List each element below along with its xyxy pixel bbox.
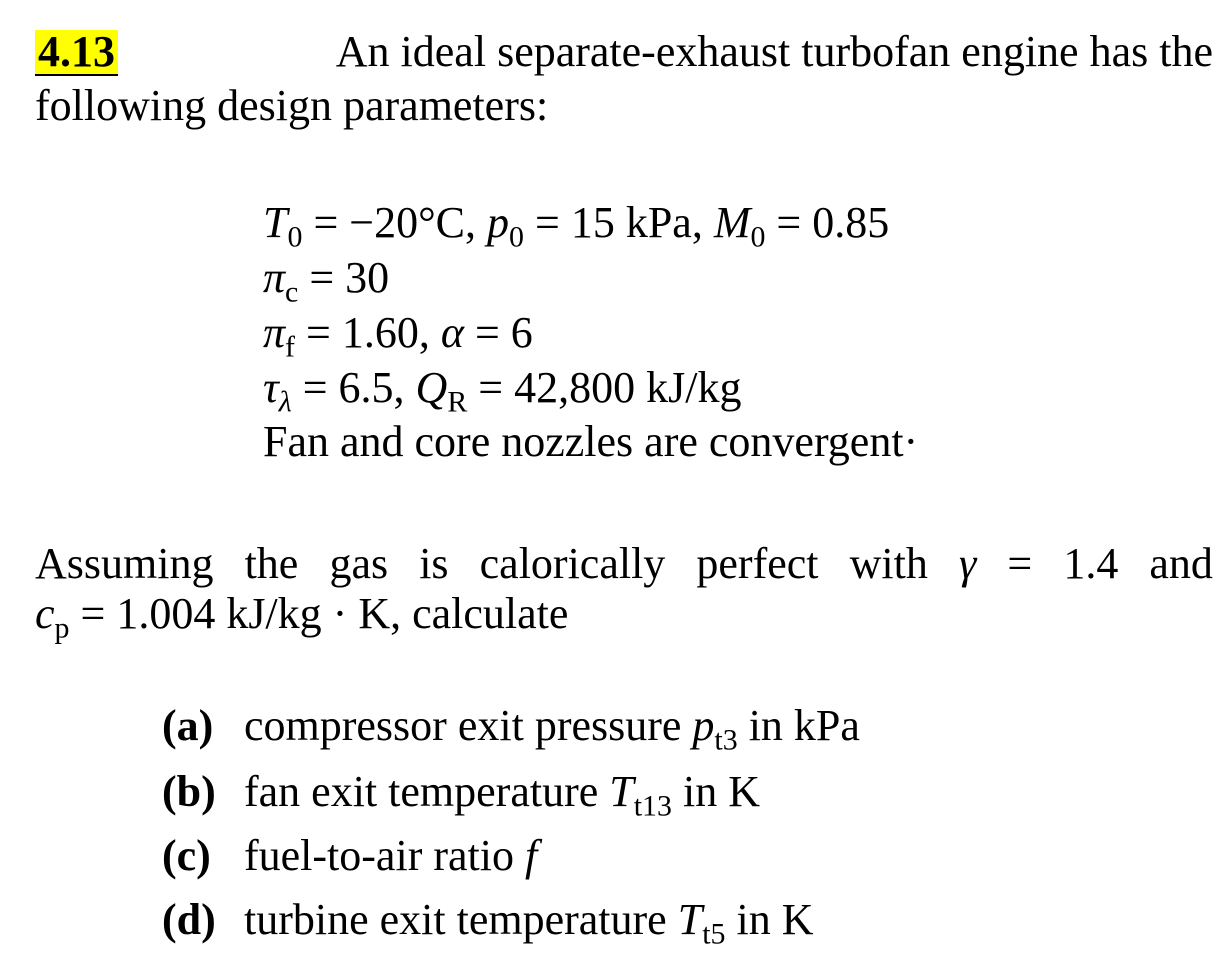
taulambda-value: 6.5, — [338, 363, 405, 412]
item-subscript: t3 — [714, 723, 738, 757]
cp-value: 1.004 kJ/kg · K, calculate — [116, 589, 569, 638]
problem-number: 4.13 — [35, 30, 118, 76]
item-text: compressor exit pressure — [244, 701, 693, 750]
item-symbol: p — [692, 701, 715, 750]
item-subscript: t13 — [633, 789, 672, 823]
word: is — [419, 539, 449, 588]
item-c — [162, 831, 538, 880]
word: Assuming — [35, 539, 214, 588]
alpha-value: 6 — [510, 308, 533, 357]
param-line-2: $\pi_c = 30$ — [263, 253, 390, 309]
param-line-3: $\pi_f = 1.60$, α = 6 — [263, 308, 533, 364]
item-unit: in kPa — [737, 701, 860, 750]
word: with — [849, 539, 928, 588]
p0-value: 15 kPa, — [570, 198, 703, 247]
word: gas — [329, 539, 389, 588]
assumption-line1 — [35, 538, 1213, 589]
word: = — [1007, 539, 1033, 588]
item-b — [162, 767, 760, 823]
item-text: fan exit temperature — [244, 767, 610, 816]
nozzle-note: Fan and core nozzles are convergent· — [263, 417, 919, 466]
item-unit: in K — [671, 767, 760, 816]
item-symbol: T — [609, 767, 634, 816]
param-line-1: $T_0 = -20^\circ C$, $p_0 = 15$ kPa, $M_0 = 0.85$ — [263, 198, 890, 254]
word: perfect — [696, 539, 819, 588]
item-text: fuel-to-air ratio — [244, 831, 525, 880]
word: and — [1149, 539, 1213, 588]
word: calorically — [479, 539, 666, 588]
item-symbol: f — [524, 831, 538, 880]
item-label: (a) — [162, 701, 214, 750]
item-a — [162, 701, 860, 757]
word: the — [244, 539, 299, 588]
m0-value: 0.85 — [812, 198, 890, 247]
item-text: turbine exit temperature — [244, 895, 678, 944]
item-subscript: t5 — [702, 917, 726, 951]
param-line-4: $\tau_\lambda = 6.5$, $Q_R = 42,800$ kJ/kg — [263, 363, 742, 419]
problem-intro-line1: An ideal separate-exhaust turbofan engine has the — [335, 27, 1213, 76]
problem-intro-line2: following design parameters: — [35, 81, 549, 130]
item-label: (b) — [162, 767, 216, 816]
gamma-value: 1.4 — [1063, 539, 1119, 588]
t0-value: −20°C, — [349, 198, 477, 247]
gamma-symbol: γ — [958, 539, 977, 588]
item-d — [162, 895, 814, 951]
problem-header — [35, 27, 1213, 76]
item-label: (c) — [162, 831, 211, 880]
assumption-line2: $c_p = 1.004$ kJ/kg · K, calculate — [35, 589, 569, 645]
pic-value: 30 — [345, 253, 390, 302]
pif-value: 1.60, — [341, 308, 430, 357]
item-label: (d) — [162, 895, 216, 944]
item-symbol: T — [677, 895, 703, 944]
item-unit: in K — [725, 895, 814, 944]
qr-value: 42,800 kJ/kg — [514, 363, 742, 412]
